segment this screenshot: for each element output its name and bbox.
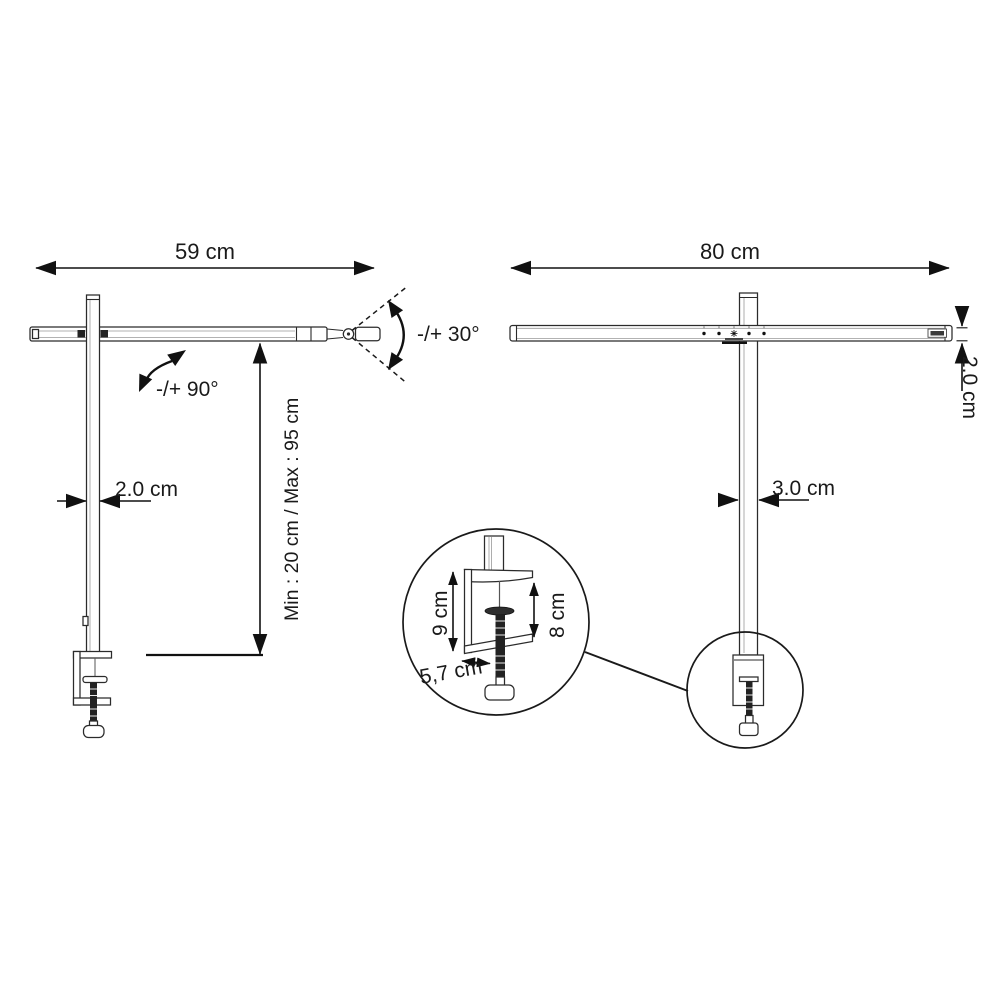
control-dot-1[interactable] (702, 332, 705, 335)
pole-front-body (740, 293, 758, 655)
arm-mount-screw-left (78, 330, 86, 338)
lamp-head-tip (356, 327, 381, 341)
bar-thickness-label: 2.0 cm (958, 356, 981, 420)
rotation-arrowhead-up (167, 350, 186, 366)
brand-logo-mark (931, 331, 945, 336)
tilt-arrowhead-up (388, 300, 403, 318)
pole-switch-detail (83, 617, 88, 626)
clamp-front-screw-shaft (746, 682, 753, 716)
control-dot-4[interactable] (747, 332, 750, 335)
tilt-arrowhead-down (388, 352, 403, 370)
pole-width-front-label: 3.0 cm (772, 477, 836, 500)
pole-side (78, 295, 109, 655)
height-range-label: Min : 20 cm / Max : 95 cm (281, 397, 303, 621)
clamp-washer (83, 677, 107, 683)
detail-connector-line (585, 652, 688, 691)
dimension-pole-width-side (57, 478, 178, 501)
arm-mount-screw-right (101, 330, 109, 338)
control-dot-2[interactable] (717, 332, 720, 335)
pivot-axis-dot (347, 332, 350, 335)
control-dot-5[interactable] (762, 332, 765, 335)
detail-pole (485, 536, 504, 571)
clamp-height-label: 9 cm (429, 590, 452, 636)
arm-length-label: 59 cm (175, 239, 235, 264)
arm-rotation-indicator (139, 350, 219, 401)
pole-side-body (87, 295, 100, 655)
detail-washer (485, 607, 514, 615)
clamp-opening-label: 8 cm (546, 592, 569, 638)
rotation-arrowhead-down (139, 374, 152, 392)
detail-back-wall (465, 570, 472, 653)
dimension-arm-length (36, 239, 374, 268)
bar-length-label: 80 cm (700, 239, 760, 264)
brightness-icon[interactable] (731, 330, 738, 337)
clamp-front-knob-foot (740, 723, 759, 736)
arm-end-cap (33, 330, 39, 339)
head-tilt-label: -/+ 30° (417, 323, 480, 346)
tilt-arc (394, 308, 404, 362)
clamp-front (733, 655, 764, 736)
dimension-bar-thickness (957, 306, 982, 419)
clamp-front-washer (740, 677, 759, 682)
pole-front (740, 293, 758, 655)
dimension-bar-length (511, 239, 949, 268)
arm-bar (30, 327, 327, 341)
pole-width-label: 2.0 cm (115, 478, 179, 501)
arm-rotation-label: -/+ 90° (156, 378, 219, 401)
detail-screw-shaft (496, 615, 506, 677)
detail-knob-foot (485, 685, 514, 700)
clamp-front-screw-neck (746, 716, 754, 724)
dimension-pole-width-front (719, 477, 835, 500)
clamp-knob-foot (84, 726, 105, 738)
clamp-depth-label: 5,7 cm (417, 655, 484, 689)
clamp-side (74, 652, 112, 738)
light-bar-front (510, 326, 952, 343)
clamp-back-wall (74, 652, 81, 706)
